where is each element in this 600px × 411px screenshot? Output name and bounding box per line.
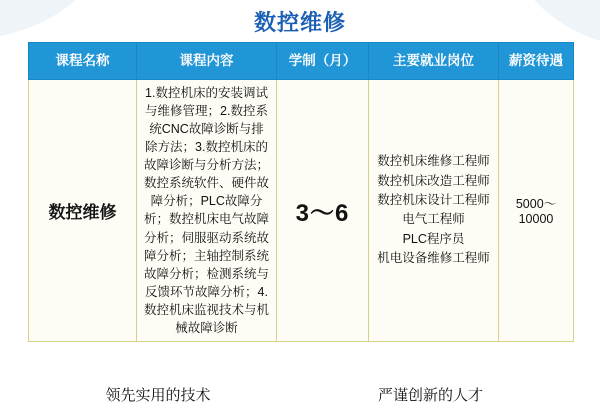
job-item: 电气工程师 <box>402 212 465 227</box>
footer-slogan-left: 领先实用的技术 <box>105 387 211 404</box>
job-item: 机电设备维修工程师 <box>377 251 490 266</box>
table-header-row <box>29 43 574 80</box>
footer <box>28 384 573 405</box>
cell-jobs <box>369 79 499 342</box>
cell-course-name: 数控维修 <box>29 79 137 342</box>
table-row <box>29 79 574 342</box>
column-header-course-content: 课程内容 <box>137 43 277 80</box>
column-header-salary: 薪资待遇 <box>499 43 574 80</box>
column-header-duration: 学制（月） <box>277 43 369 80</box>
job-item: 数控机床维修工程师 <box>377 154 490 169</box>
page-title: 数控维修 <box>253 10 346 35</box>
job-item: 数控机床设计工程师 <box>377 193 490 208</box>
course-table <box>28 42 574 342</box>
course-table-container <box>28 42 573 342</box>
cell-salary: 5000～10000 <box>499 79 574 342</box>
cell-course-content: 1.数控机床的安装调试与维修管理；2.数控系统CNC故障诊断与排除方法；3.数控机床的故障诊断与分析方法；数控系统软件、硬件故障分析；PLC故障分析；数控机床电气故障分析；伺服驱动系统故障分析；主轴控制系统故障分析；检测系统与反馈环节故障分析；4.数控机床监视技术与机械故障诊断 <box>137 79 277 342</box>
cell-duration: 3～6 <box>277 79 369 342</box>
job-item: 数控机床改造工程师 <box>377 173 490 188</box>
column-header-jobs: 主要就业岗位 <box>369 43 499 80</box>
job-item: PLC程序员 <box>402 231 465 246</box>
column-header-course-name: 课程名称 <box>29 43 137 80</box>
footer-slogan-right: 严谨创新的人才 <box>377 387 483 404</box>
